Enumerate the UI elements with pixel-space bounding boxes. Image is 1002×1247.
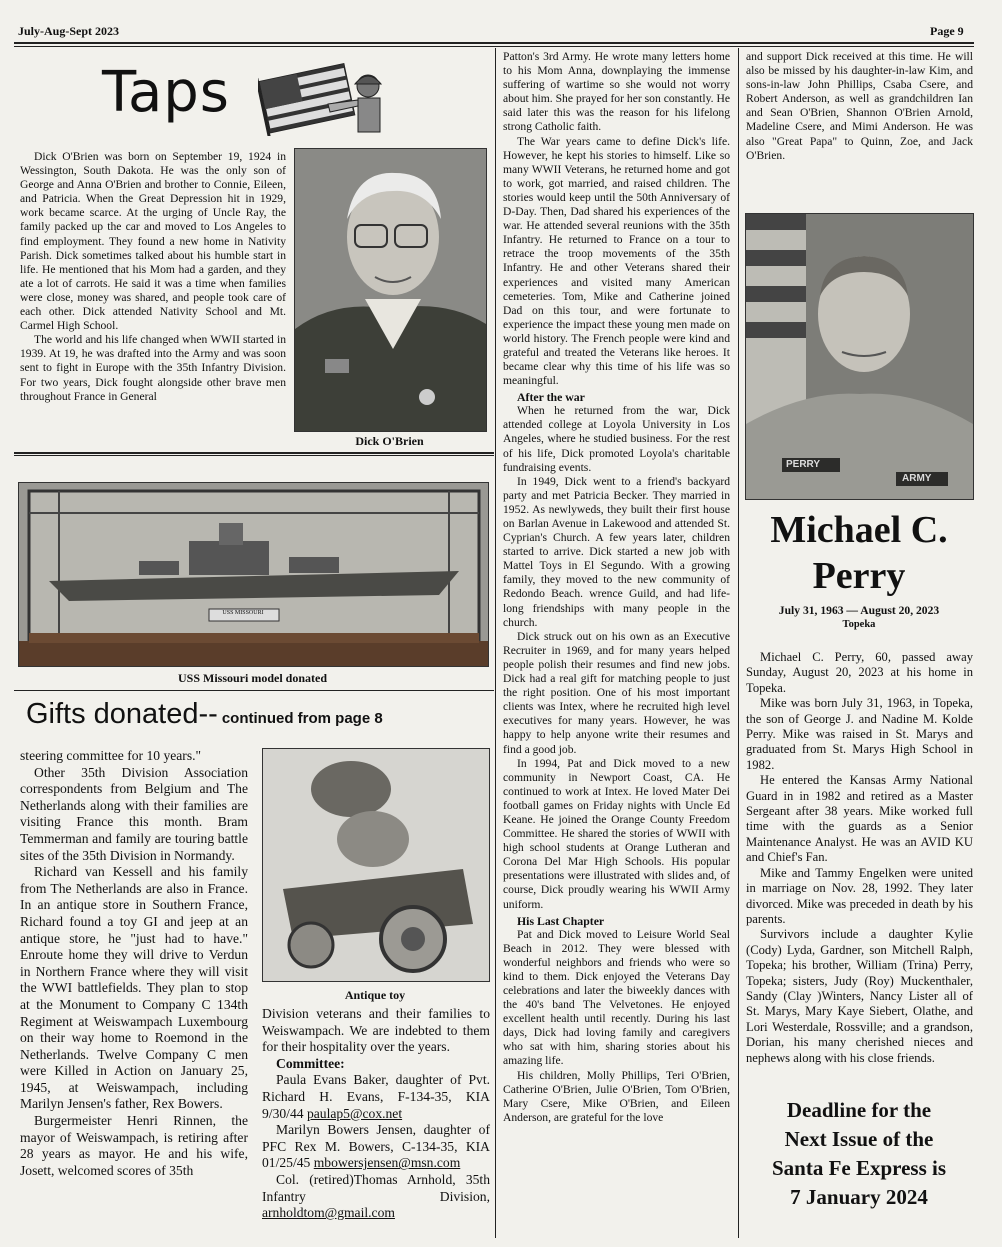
column-divider — [738, 48, 739, 1238]
dick-obrien-photo — [294, 148, 487, 432]
gifts-title: Gifts donated-- — [26, 698, 218, 730]
gifts-column-1 — [20, 748, 248, 1179]
paragraph: In 1949, Dick went to a friend's backyard party and met Patricia Becker. They married in 1952. As newlyweds, they built their first house on Barlan Avenue in Lakewood and attended St. Cyprian's Church. A few years later, children started to arrive. Dick started a new job with Mattel Toys in El Segundo. With a growing family, they moved to the new community of Redondo Beach. wrence Guild, and had life-long friendships with many people in the church. — [503, 474, 730, 629]
committee-member: Paula Evans Baker, daughter of Pvt. Richard H. Evans, F-134-35, KIA 9/30/44 paulap5@cox.net — [262, 1072, 490, 1121]
paragraph: Survivors include a daughter Kylie (Cody) Lyda, Gardner, son Mitchell Ralph, Topeka; his brother, William (Trina) Perry, Topeka; sisters, Judy (Roy) Muckenthaler, Sandy (Clay )Winters, Nancy Lister all of St. Marys, Mary Kaye Siebert, Olathe, and Lori Westerdale, Rossville; and a grandson, Dorian, his many cherished nieces and nephews along with his close friends. — [746, 927, 973, 1065]
perry-dates: July 31, 1963 — August 20, 2023 Topeka — [778, 604, 940, 630]
section-rule — [14, 690, 494, 691]
paragraph: The War years came to define Dick's life. However, he kept his stories to himself. Like so many WWII Veterans, he returned home and got to work, got married, and raised children. The stories would keep until the 50th Anniversary of D-Day. Then, Dad shared his experiences of the war. He attended several reunions with the 35th Infantry. He returned to France on a tour to retrace the troop movements of the 35th Infantry. He and other Veterans shared their experiences and visited many American cemeteries. Tom, Mike and Catherine joined Dad on this tour, and were fortunate to experience the impact these young men made on world history. The French people were kind and grateful and treated the Veterans like heroes. It became clear why this time of his life was so meaningful. — [503, 134, 730, 388]
header-rule — [14, 42, 974, 44]
paragraph: Dick struck out on his own as an Executive Recruiter in 1969, and for many years helped people polish their resumes and find new jobs. Dick had a real gift for matching people to just the right position. One of his most important clients was Intex, where he recruited high level executives for many years. However, he was happy to help anyone write their resumes and find a good job. — [503, 629, 730, 756]
section-rule-thin — [14, 455, 494, 456]
paragraph: Dick O'Brien was born on September 19, 1924 in Wessington, South Dakota. He was the only son of George and Anna O'Brien and brother to Connie, Eileen, and Patricia. When the Great Depression hit in 1929, work became scarce. At the urging of Uncle Ray, the family packed up the car and moved to Los Angeles to find employment. They found a new home in Nativity Parish. Dick sometimes talked about his humble start in life. He mentioned that his Mom had a garden, and they ate a lot of carrots. He said it was a time when families were close, money was shared, and people took care of each other. Dick attended Nativity School and Mt. Carmel High School. — [20, 150, 286, 333]
michael-perry-photo — [745, 213, 974, 500]
antique-toy-photo — [262, 748, 490, 982]
paragraph: Michael C. Perry, 60, passed away Sunday, August 20, 2023 at his home in Topeka. — [746, 650, 973, 695]
paragraph: He entered the Kansas Army National Guard in in 1982 and retired as a Master Sergeant after 38 years. Mike worked full time with the guards as a Senior Maintenance Analyst. He was an AVID KU and Chief's Fan. — [746, 773, 973, 865]
page-number: Page 9 — [930, 24, 964, 38]
gifts-heading — [26, 698, 383, 731]
paragraph: steering committee for 10 years." — [20, 748, 202, 763]
after-war-heading: After the war — [517, 390, 585, 405]
antique-toy-caption: Antique toy — [344, 988, 406, 1002]
american-flag-bugler-icon — [258, 60, 390, 136]
paragraph: and support Dick received at this time. He will also be missed by his daughter-in-law Kim, and sons-in-law John Phillips, Csaba Csere, and Robert Anderson, as well as grandchildren Ian and Sean O'Brien, Shannon O'Brien Arnold, Madeline Csere, and Mimi Anderson. He was also "Great Papa" to Quinn, Zoe, and Jack O'Brien. — [746, 50, 973, 162]
dick-obrien-caption: Dick O'Brien — [355, 434, 424, 448]
committee-heading: Committee: — [276, 1055, 345, 1071]
paragraph: Richard van Kessell and his family from The Netherlands are also in France. In an antique store in Southern France, Richard found a toy GI and jeep at an antique store, he "just had to have." Enroute home they will drive to Verdun in Northern France where they will visit the WWI battlefields. They plan to stop at the Monument to Company C 134th Regiment at Weiswampach Luxembourg on their way home to Roemond in the Netherlands. Twelve Company C men were Killed in Action on January 25, 1945, at Weiswampach, including Marilyn Jensen's father, Rex Bowers. — [20, 864, 248, 1112]
paragraph: His children, Molly Phillips, Teri O'Brien, Catherine O'Brien, Julie O'Brien, Tom O'Brien, Mary Csere, Mike O'Brien, and Eileen Anderson, are grateful for the love — [503, 1068, 730, 1124]
gifts-subtitle: continued from page 8 — [221, 710, 383, 727]
last-chapter-heading: His Last Chapter — [517, 913, 605, 928]
army-tape: ARMY — [902, 473, 932, 484]
paragraph: Patton's 3rd Army. He wrote many letters home to his Mom Anna, downplaying the immense suffering of wartime so she would not worry about him. She prayed for her son constantly. He said later this was the reason for his lifelong strong Catholic faith. — [503, 50, 730, 134]
email-link[interactable]: paulap5@cox.net — [306, 1105, 403, 1121]
perry-name: Michael C. Perry — [770, 509, 948, 597]
uss-missouri-plaque: USS MISSOURI — [222, 610, 264, 616]
taps-column-1 — [20, 150, 286, 404]
name-tape: PERRY — [786, 459, 821, 470]
paragraph: Division veterans and their families to Weiswampach. We are indebted to them for their hospitality over the years. — [262, 1006, 490, 1055]
paragraph: In 1994, Pat and Dick moved to a new community in Newport Coast, CA. He continued to work at Intex. He loved Mater Dei football games on Friday nights with Uncle Ed Keane. He joined the Orange County Freedom Committee. He shared the stories of WWII with high school students at Orange Lutheran and Corona Del Mar High Schools. His popular presentations were illustrated with slides and, of course, Dick proudly wearing his WWII Army uniform. — [503, 756, 730, 911]
taps-title: Taps — [102, 60, 230, 125]
perry-obituary — [746, 650, 973, 1066]
issue-date: July-Aug-Sept 2023 — [18, 24, 120, 38]
header-rule-thin — [14, 46, 974, 47]
uss-missouri-caption: USS Missouri model donated — [177, 671, 328, 685]
committee-member: Marilyn Bowers Jensen, daughter of PFC Rex M. Bowers, C-134-35, KIA 01/25/45 mbowersjensen@msn.com — [262, 1122, 490, 1171]
taps-column-4 — [746, 50, 973, 163]
section-rule — [14, 452, 494, 454]
committee-member: Col. (retired)Thomas Arnhold, 35th Infantry Division, arnholdtom@gmail.com — [262, 1171, 490, 1221]
deadline-notice: Deadline for the Next Issue of the Santa Fe Express is 7 January 2024 — [771, 1098, 947, 1209]
uss-missouri-photo — [18, 482, 489, 667]
paragraph: Burgermeister Henri Rinnen, the mayor of Weiswampach, is retiring after 28 years as mayor. He and his wife, Josett, welcomed scores of 35th — [20, 1113, 248, 1178]
paragraph: Other 35th Division Association correspondents from Belgium and The Netherlands along with their families are visiting France this month. Bram Temmerman and family are touring battle sites of the 35th Division in Normandy. — [20, 764, 248, 863]
paragraph: Mike was born July 31, 1963, in Topeka, the son of George J. and Nadine M. Kolde Perry. Mike was raised in St. Marys and graduated from St. Marys High School in 1982. — [746, 696, 973, 772]
taps-column-3 — [503, 50, 730, 1125]
paragraph: When he returned from the war, Dick attended college at Loyola University in Los Angeles, where he studied business. For the rest of his life, Dick promoted Loyola's charitable fundraising events. — [503, 404, 730, 474]
paragraph: The world and his life changed when WWII started in 1939. At 19, he was drafted into the Army and was soon sent to fight in Europe with the 35th Infantry Division. For two years, Dick fought alongside other brave men throughout France in General — [20, 333, 286, 403]
gifts-column-2 — [262, 1006, 490, 1222]
column-divider — [495, 48, 496, 1238]
paragraph: Pat and Dick moved to Leisure World Seal Beach in 2012. They were blessed with wonderful neighbors and friends who were so kind to them. Dick enjoyed the Veterans Day celebrations and later the biweekly dances with the 40's band The Velvetones. He enjoyed excellent health until recently. During his last days, Dick had loving family and caregivers who sat with him, sharing stories about his amazing life. — [503, 927, 730, 1068]
paragraph: Mike and Tammy Engelken were united in marriage on Nov. 28, 1992. They later divorced. Mike was preceded in death by his parents. — [746, 865, 973, 926]
email-link[interactable]: arnholdtom@gmail.com — [262, 1205, 395, 1221]
email-link[interactable]: mbowersjensen@msn.com — [313, 1155, 461, 1171]
